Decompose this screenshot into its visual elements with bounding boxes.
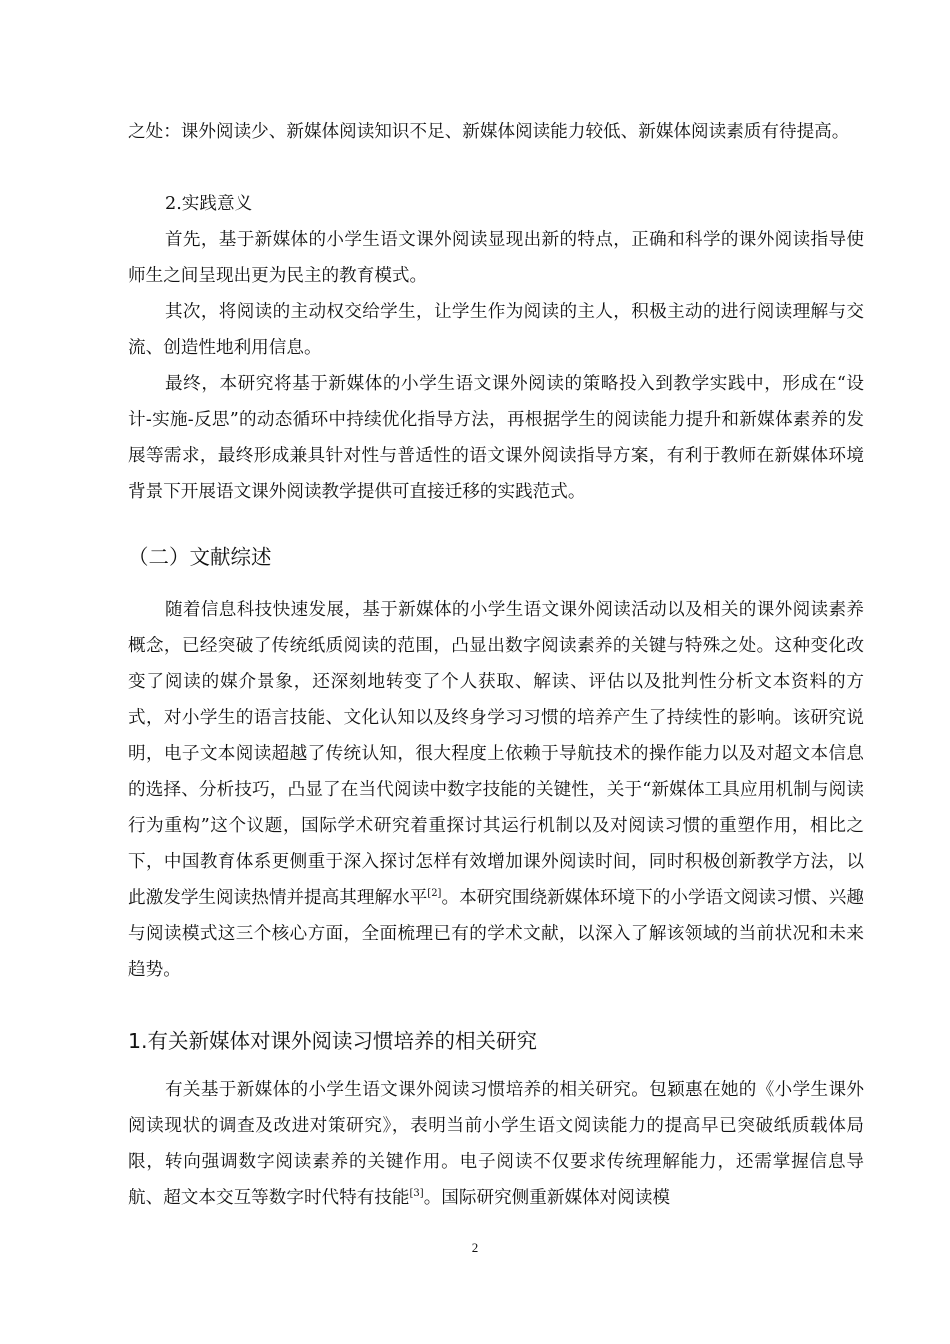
paragraph-first: 首先，基于新媒体的小学生语文课外阅读显现出新的特点，正确和科学的课外阅读指导使师生之间呈现出更为民主的教育模式。 [128,230,864,286]
practice-significance-heading: 2.实践意义 [165,194,253,214]
subsection-heading: 1.有关新媒体对课外阅读习惯培养的相关研究 [128,1029,538,1053]
page-number: 2 [471,1240,479,1255]
paragraph-reading-habits [128,1072,864,1216]
paragraph-text-tail: 。国际研究侧重新媒体对阅读模 [423,1188,671,1208]
paragraph-text: 有关基于新媒体的小学生语文课外阅读习惯培养的相关研究。包颖惠在她的《小学生课外阅读现状的调查及改进对策研究》，表明当前小学生语文阅读能力的提高早已突破纸质载体局限，转向强调数字阅读素养的关键作用。电子阅读不仅要求传统理解能力，还需掌握信息导航、超文本交互等数字时代特有技能 [128,1080,864,1208]
paragraph-second: 其次，将阅读的主动权交给学生，让学生作为阅读的主人，积极主动的进行阅读理解与交流、创造性地利用信息。 [128,302,864,358]
section-heading-literature-review: （二）文献综述 [128,545,272,569]
citation-ref: [3] [409,1188,424,1200]
paragraph-finally: 最终，本研究将基于新媒体的小学生语文课外阅读的策略投入到教学实践中，形成在“设计-实施-反思”的动态循环中持续优化指导方法，再根据学生的阅读能力提升和新媒体素养的发展等需求，最终形成兼具针对性与普适性的语文课外阅读指导方案，有利于教师在新媒体环境背景下开展语文课外阅读教学提供可直接迁移的实践范式。 [128,374,864,502]
citation-ref: [2] [427,888,442,900]
paragraph-text-tail: 。本研究围绕新媒体环境下的小学语文阅读习惯、兴趣与阅读模式这三个核心方面，全面梳理已有的学术文献，以深入了解该领域的当前状况和未来趋势。 [128,888,864,980]
paragraph-text: 随着信息科技快速发展，基于新媒体的小学生语文课外阅读活动以及相关的课外阅读素养概念，已经突破了传统纸质阅读的范围，凸显出数字阅读素养的关键与特殊之处。这种变化改变了阅读的媒介景象，还深刻地转变了个人获取、解读、评估以及批判性分析文本资料的方式，对小学生的语言技能、文化认知以及终身学习习惯的培养产生了持续性的影响。该研究说明，电子文本阅读超越了传统认知，很大程度上依赖于导航技术的操作能力以及对超文本信息的选择、分析技巧，凸显了在当代阅读中数字技能的关键性，关于“新媒体工具应用机制与阅读行为重构”这个议题，国际学术研究着重探讨其运行机制以及对阅读习惯的重塑作用，相比之下，中国教育体系更侧重于深入探讨怎样有效增加课外阅读时间，同时积极创新教学方法，以此激发学生阅读热情并提高其理解水平 [128,600,864,908]
paragraph-continued: 之处：课外阅读少、新媒体阅读知识不足、新媒体阅读能力较低、新媒体阅读素质有待提高。 [128,122,850,142]
paragraph-literature-review [128,592,864,988]
